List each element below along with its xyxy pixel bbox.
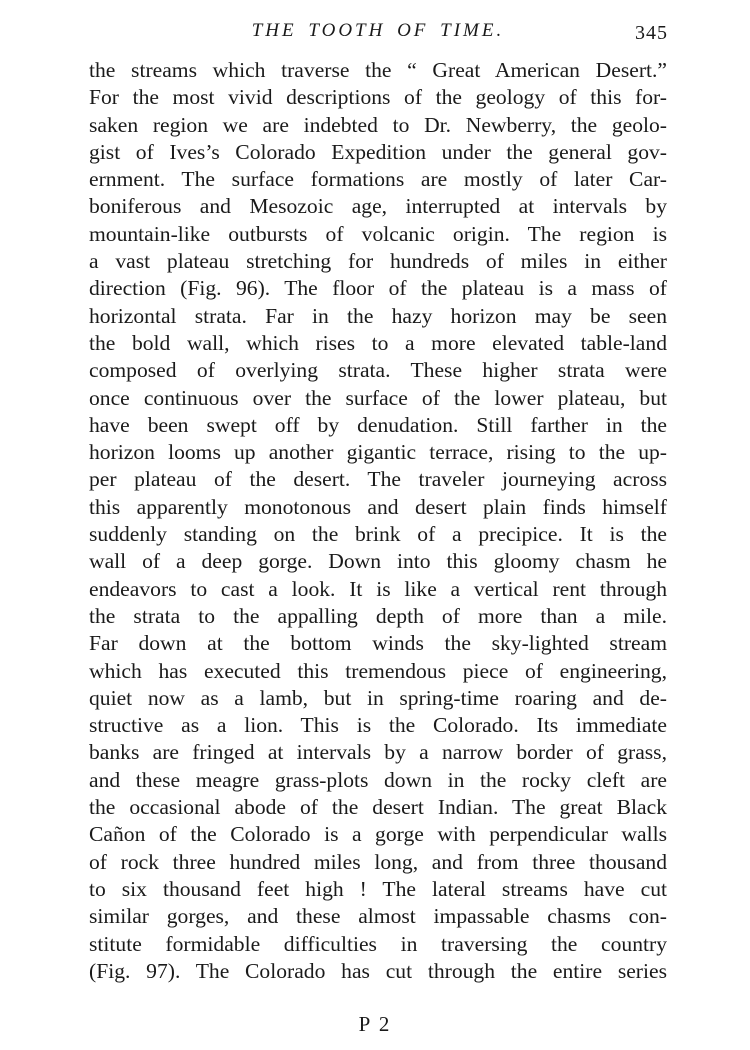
text-line: boniferous and Mesozoic age, interrupted at intervals by — [89, 194, 667, 219]
text-line: and these meagre grass-plots down in the rocky cleft are — [89, 767, 667, 792]
text-line: gist of Ives’s Colorado Expedition under the general gov- — [89, 139, 667, 164]
text-line: Cañon of the Colorado is a gorge with perpendicular walls — [89, 822, 667, 847]
text-line: which has executed this tremendous piece of engineering, — [89, 658, 667, 683]
text-line: structive as a lion. This is the Colorado. Its immediate — [89, 713, 667, 738]
running-head — [88, 14, 668, 44]
text-line: of rock three hundred miles long, and from three thousand — [89, 849, 667, 874]
text-line: For the most vivid descriptions of the geology of this for- — [89, 85, 667, 110]
page-number: 345 — [635, 22, 668, 44]
signature-mark: P 2 — [358, 1012, 392, 1036]
text-line: a vast plateau stretching for hundreds of miles in either — [89, 249, 667, 274]
text-line: the bold wall, which rises to a more elevated table-land — [89, 330, 667, 355]
text-line: saken region we are indebted to Dr. Newberry, the geolo- — [89, 112, 667, 137]
text-line: wall of a deep gorge. Down into this gloomy chasm he — [89, 549, 667, 574]
text-line: ernment. The surface formations are mostly of later Car- — [89, 167, 667, 192]
text-line: direction (Fig. 96). The floor of the plateau is a mass of — [89, 276, 667, 301]
text-line: composed of overlying strata. These higher strata were — [89, 358, 667, 383]
text-line: the occasional abode of the desert Indian. The great Black — [89, 795, 667, 820]
text-line: this apparently monotonous and desert plain finds himself — [89, 494, 667, 519]
text-line: mountain-like outbursts of volcanic origin. The region is — [89, 221, 667, 246]
text-line: horizon looms up another gigantic terrace, rising to the up- — [89, 440, 667, 465]
text-line: horizontal strata. Far in the hazy horizon may be seen — [89, 303, 667, 328]
text-line: the strata to the appalling depth of more than a mile. — [89, 603, 667, 628]
text-line: Far down at the bottom winds the sky-lighted stream — [89, 631, 667, 656]
running-title: THE TOOTH OF TIME. — [251, 20, 505, 41]
text-line: banks are fringed at intervals by a narrow border of grass, — [89, 740, 667, 765]
text-line: endeavors to cast a look. It is like a vertical rent through — [89, 576, 667, 601]
text-line: once continuous over the surface of the lower plateau, but — [89, 385, 667, 410]
text-line: the streams which traverse the “ Great American Desert.” — [89, 58, 667, 82]
text-line: suddenly standing on the brink of a precipice. It is the — [89, 522, 667, 547]
text-line: stitute formidable difficulties in traversing the country — [89, 931, 667, 956]
body-text — [89, 57, 667, 985]
text-line: have been swept off by denudation. Still farther in the — [89, 412, 667, 437]
text-line: per plateau of the desert. The traveler journeying across — [89, 467, 667, 492]
text-line: to six thousand feet high ! The lateral streams have cut — [89, 876, 667, 901]
text-line: quiet now as a lamb, but in spring-time roaring and de- — [89, 685, 667, 710]
text-line: (Fig. 97). The Colorado has cut through the entire series — [89, 958, 667, 983]
text-line: similar gorges, and these almost impassable chasms con- — [89, 904, 667, 929]
